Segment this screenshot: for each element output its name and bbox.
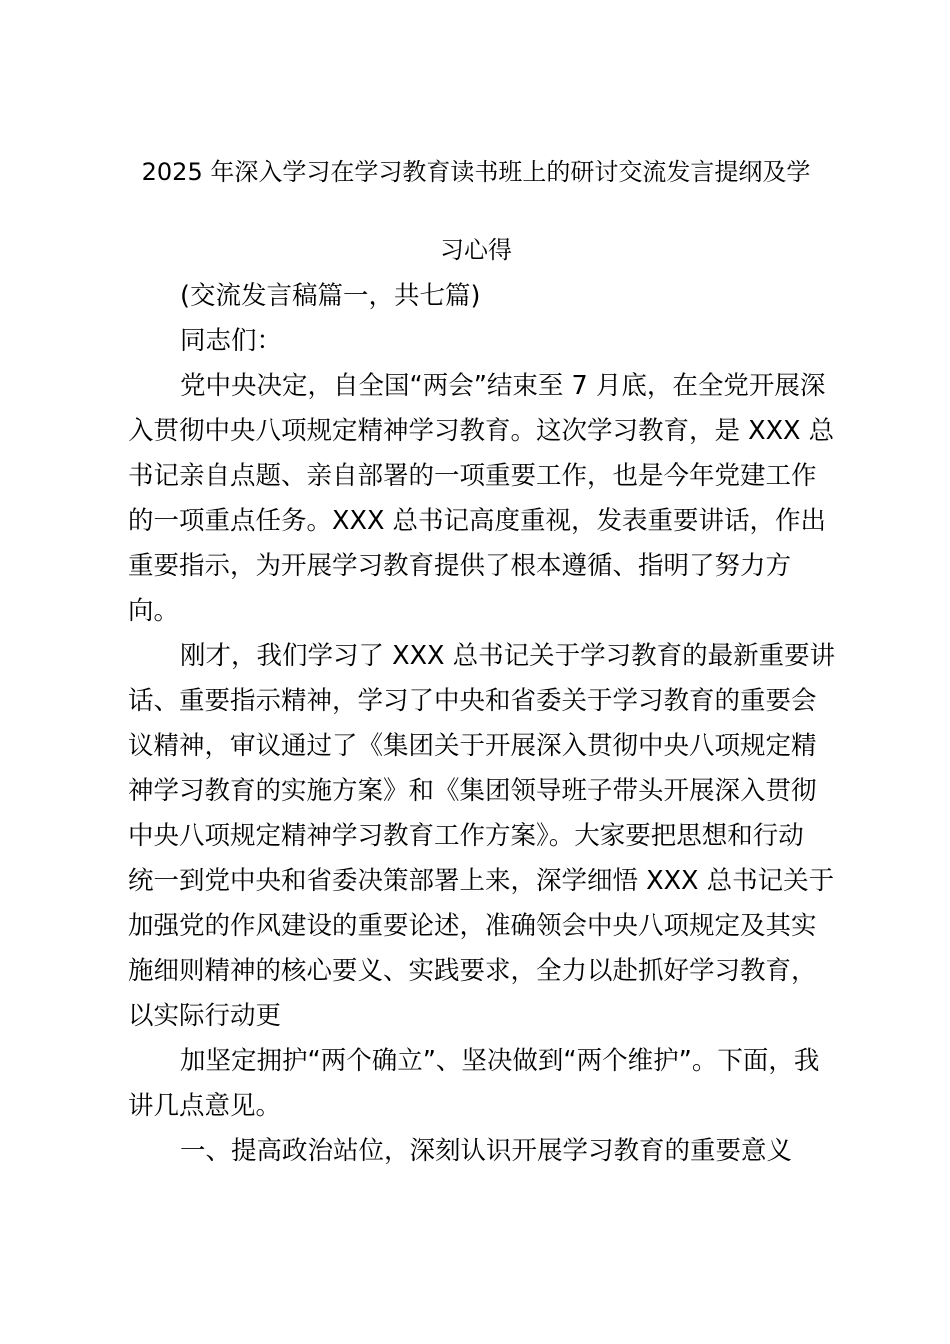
paragraph-2-line: 刚才，我们学习了 XXX 总书记关于学习教育的最新重要讲 <box>180 641 836 671</box>
paragraph-1-line: 重要指示，为开展学习教育提供了根本遵循、指明了努力方 <box>128 551 792 581</box>
paragraph-2-line: 施细则精神的核心要义、实践要求，全力以赴抓好学习教育， <box>128 956 817 986</box>
document-title-line-1: 2025 年深入学习在学习教育读书班上的研讨交流发言提纲及学 <box>141 158 811 186</box>
paragraph-1-line: 书记亲自点题、亲自部署的一项重要工作，也是今年党建工作 <box>128 461 817 491</box>
paragraph-3-line: 讲几点意见。 <box>128 1091 282 1121</box>
paragraph-1-line: 入贯彻中央八项规定精神学习教育。这次学习教育，是 XXX 总 <box>128 416 835 446</box>
paragraph-1-line: 党中央决定，自全国“两会”结束至 7 月底，在全党开展深 <box>180 371 826 401</box>
paragraph-2-line: 神学习教育的实施方案》和《集团领导班子带头开展深入贯彻 <box>128 776 817 806</box>
paragraph-1-line: 向。 <box>128 596 180 626</box>
paragraph-2-line: 中央八项规定精神学习教育工作方案》。大家要把思想和行动 <box>128 821 804 851</box>
paragraph-2-line: 话、重要指示精神，学习了中央和省委关于学习教育的重要会 <box>128 686 817 716</box>
document-subtitle: (交流发言稿篇一，共七篇) <box>180 281 481 311</box>
paragraph-2-line: 议精神，审议通过了《集团关于开展深入贯彻中央八项规定精 <box>128 731 817 761</box>
paragraph-2-line: 加强党的作风建设的重要论述，准确领会中央八项规定及其实 <box>128 911 817 941</box>
paragraph-3-line: 加坚定拥护“两个确立”、坚决做到“两个维护”。下面，我 <box>180 1046 820 1076</box>
section-heading-1: 一、提高政治站位，深刻认识开展学习教育的重要意义 <box>180 1136 793 1166</box>
salutation: 同志们： <box>180 326 283 356</box>
paragraph-2-line: 统一到党中央和省委决策部署上来，深学细悟 XXX 总书记关于 <box>128 866 835 896</box>
paragraph-2-line: 以实际行动更 <box>128 1001 282 1031</box>
document-title-line-2: 习心得 <box>440 236 512 264</box>
paragraph-1-line: 的一项重点任务。XXX 总书记高度重视，发表重要讲话，作出 <box>128 506 827 536</box>
